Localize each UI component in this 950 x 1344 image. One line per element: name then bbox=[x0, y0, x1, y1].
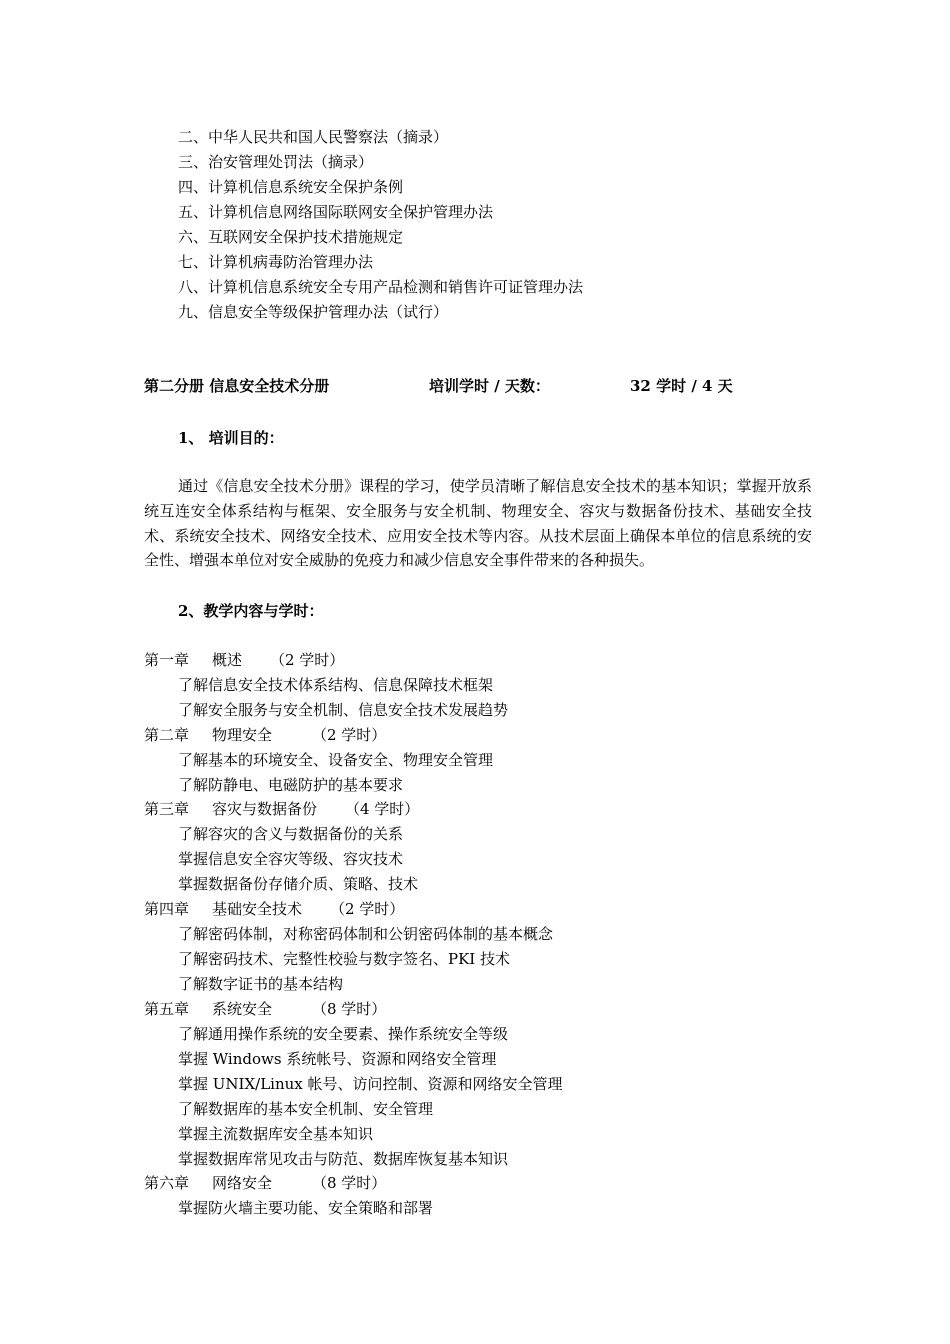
chapter-title: 系统安全 bbox=[212, 1000, 273, 1018]
chapter-item: 了解密码技术、完整性校验与数字签名、PKI 技术 bbox=[178, 950, 510, 968]
chapter-item: 掌握数据库常见攻击与防范、数据库恢复基本知识 bbox=[178, 1150, 509, 1168]
chapter-hours: （8 学时） bbox=[312, 1000, 387, 1018]
chapter-name: 第五章 bbox=[144, 1000, 190, 1018]
section-title: 第二分册 信息安全技术分册 bbox=[144, 377, 330, 395]
chapter-item: 掌握 Windows 系统帐号、资源和网络安全管理 bbox=[178, 1050, 497, 1068]
chapter-title: 网络安全 bbox=[212, 1174, 273, 1192]
chapter-hours: （4 学时） bbox=[345, 800, 420, 818]
chapter-hours: （2 学时） bbox=[330, 900, 405, 918]
chapter-item: 了解通用操作系统的安全要素、操作系统安全等级 bbox=[178, 1025, 509, 1043]
law-item: 四、计算机信息系统安全保护条例 bbox=[178, 178, 404, 196]
chapter-hours: （2 学时） bbox=[270, 651, 345, 669]
chapter-hours: （2 学时） bbox=[312, 726, 387, 744]
law-item: 二、中华人民共和国人民警察法（摘录） bbox=[178, 128, 449, 146]
chapter-item: 掌握主流数据库安全基本知识 bbox=[178, 1125, 374, 1143]
chapter-item: 了解防静电、电磁防护的基本要求 bbox=[178, 776, 404, 794]
chapter-name: 第一章 bbox=[144, 651, 190, 669]
chapter-item: 了解数字证书的基本结构 bbox=[178, 975, 344, 993]
law-item: 三、治安管理处罚法（摘录） bbox=[178, 153, 374, 171]
law-item: 九、信息安全等级保护管理办法（试行） bbox=[178, 303, 449, 321]
chapter-item: 掌握防火墙主要功能、安全策略和部署 bbox=[178, 1199, 434, 1217]
chapter-name: 第六章 bbox=[144, 1174, 190, 1192]
chapter-item: 掌握信息安全容灾等级、容灾技术 bbox=[178, 850, 404, 868]
chapter-item: 了解数据库的基本安全机制、安全管理 bbox=[178, 1100, 434, 1118]
chapter-title: 容灾与数据备份 bbox=[212, 800, 318, 818]
chapter-item: 了解基本的环境安全、设备安全、物理安全管理 bbox=[178, 751, 494, 769]
chapter-name: 第二章 bbox=[144, 726, 190, 744]
chapter-item: 了解信息安全技术体系结构、信息保障技术框架 bbox=[178, 676, 494, 694]
chapter-title: 基础安全技术 bbox=[212, 900, 303, 918]
hours-value: 32 学时 / 4 天 bbox=[630, 377, 733, 395]
law-item: 七、计算机病毒防治管理办法 bbox=[178, 253, 374, 271]
law-item: 八、计算机信息系统安全专用产品检测和销售许可证管理办法 bbox=[178, 278, 584, 296]
chapter-item: 了解容灾的含义与数据备份的关系 bbox=[178, 825, 404, 843]
chapter-item: 掌握数据备份存储介质、策略、技术 bbox=[178, 875, 419, 893]
chapter-name: 第四章 bbox=[144, 900, 190, 918]
purpose-paragraph: 通过《信息安全技术分册》课程的学习，使学员清晰了解信息安全技术的基本知识；掌握开放系统互连安全体系结构与框架、安全服务与安全机制、物理安全、容灾与数据备份技术、基础安全技术、系统安全技术、网络安全技术、应用安全技术等内容。从技术层面上确保本单位的信息系统的安全性、增强本单位对安全威胁的免疫力和减少信息安全事件带来的各种损失。 bbox=[144, 477, 812, 570]
hours-label: 培训学时 / 天数： bbox=[429, 377, 550, 395]
chapter-item: 了解密码体制，对称密码体制和公钥密码体制的基本概念 bbox=[178, 925, 554, 943]
law-item: 五、计算机信息网络国际联网安全保护管理办法 bbox=[178, 203, 494, 221]
chapter-title: 概述 bbox=[212, 651, 243, 669]
content-heading: 2、教学内容与学时： bbox=[178, 602, 324, 620]
law-item: 六、互联网安全保护技术措施规定 bbox=[178, 228, 404, 246]
chapter-name: 第三章 bbox=[144, 800, 190, 818]
chapter-item: 掌握 UNIX/Linux 帐号、访问控制、资源和网络安全管理 bbox=[178, 1075, 563, 1093]
purpose-heading: 1、 培训目的： bbox=[178, 429, 284, 447]
chapter-title: 物理安全 bbox=[212, 726, 273, 744]
chapter-hours: （8 学时） bbox=[312, 1174, 387, 1192]
chapter-item: 了解安全服务与安全机制、信息安全技术发展趋势 bbox=[178, 701, 509, 719]
